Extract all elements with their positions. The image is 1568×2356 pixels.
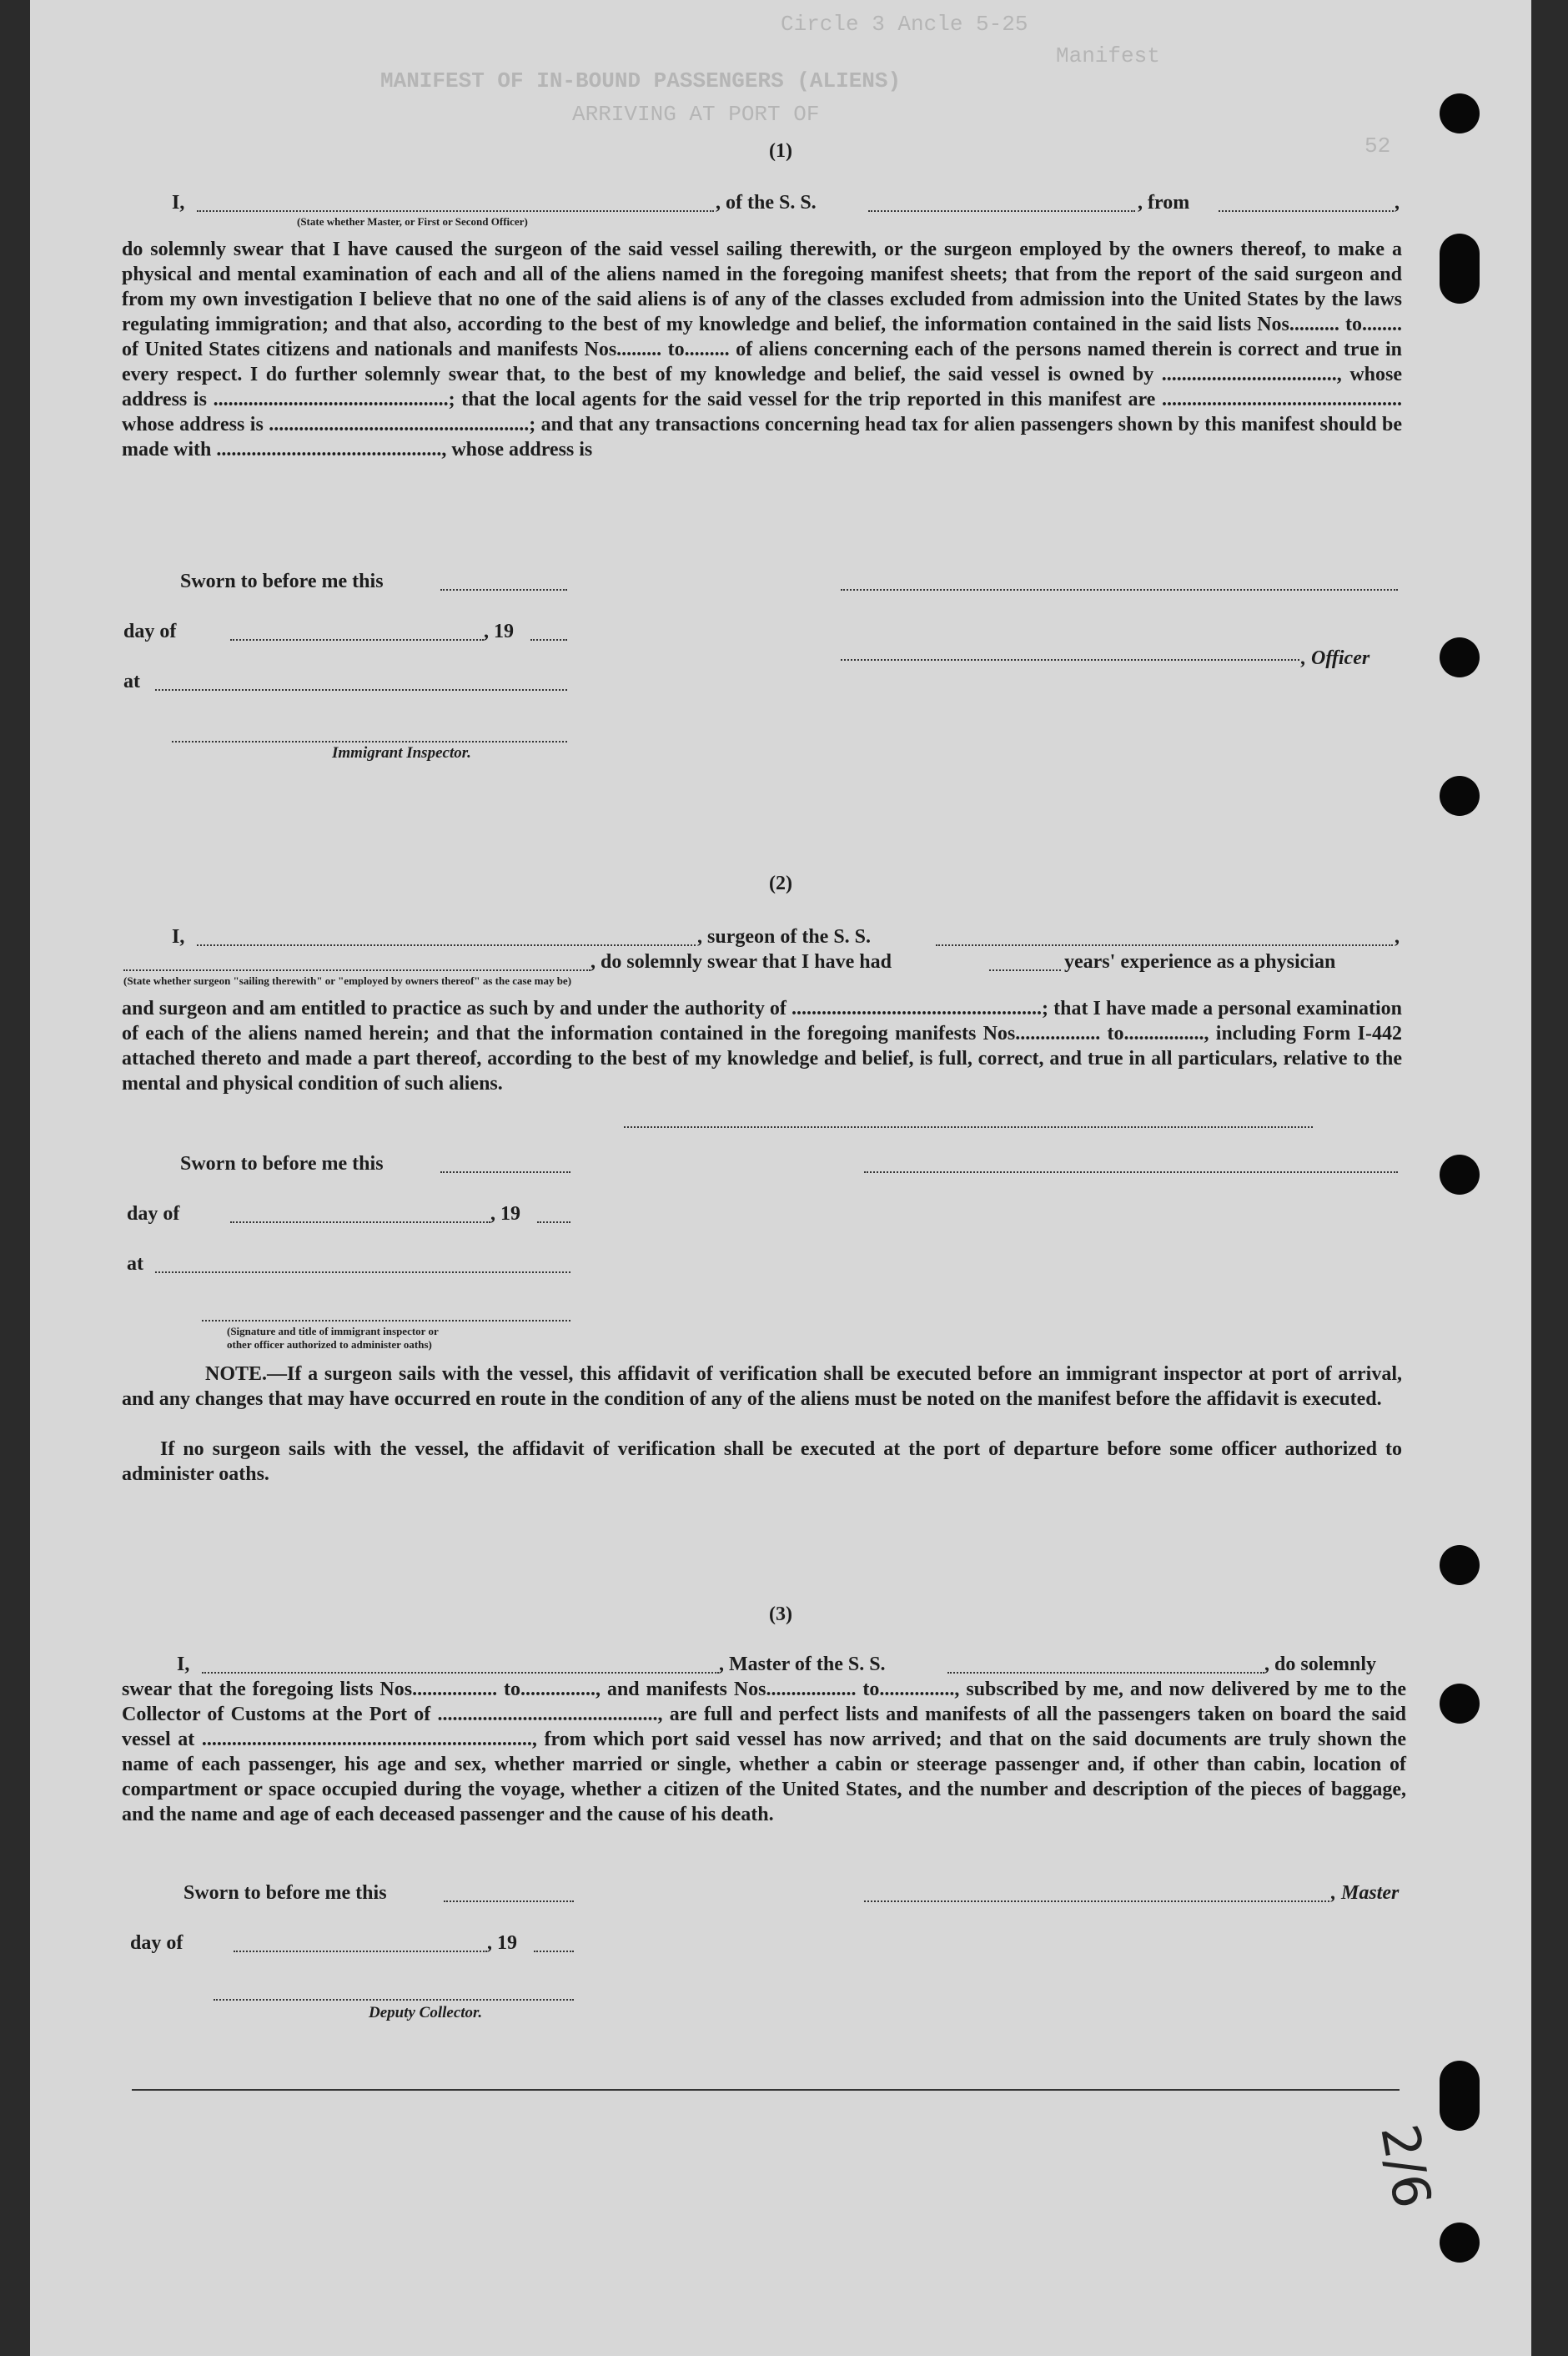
section-1-sworn-date-field[interactable] (440, 589, 567, 591)
handwritten-page-number: 2/6 (1369, 2120, 1444, 2213)
signature-note-2: other officer authorized to administer oaths) (227, 1338, 432, 1351)
immigrant-inspector-label: Immigrant Inspector. (332, 744, 471, 762)
section-3-line-1-start: I, (177, 1654, 190, 1675)
section-1-body: do solemnly swear that I have caused the surgeon of the said vessel sailing therewith, or the surgeon employed by the owners thereof, to make a physical and mental examination of each and all of the aliens named in the foregoing manifest sheets; that from the report of the said surgeon and from my own investigation I believe that no one of the said aliens is of any of the classes excluded from admission into the United States by the laws regulating immigration; and that also, according to the best of my knowledge and belief, the information contained in the said lists Nos.......... to........ of United States citizens and nationals and manifests Nos......... to......... of aliens concerning each of the persons named therein is correct and true in every respect. I do further solemnly swear that, to the best of my knowledge and belief, the said vessel is owned by ..................................., whose address is ...............................................; that the local agents for the said vessel for the trip reported in this manifest are ................................................ whose address is ....................................................; and that any transactions concerning head tax for alien passengers shown by this manifest should be made with ............................................., whose address is (122, 239, 1402, 461)
punch-hole (1440, 2223, 1480, 2263)
surgeon-signature-line[interactable] (864, 1171, 1398, 1173)
officer-signature-line-2[interactable] (841, 659, 1299, 661)
bleed-header-line-3: MANIFEST OF IN-BOUND PASSENGERS (ALIENS) (380, 68, 902, 93)
section-2-line-1-end: , (1395, 926, 1400, 948)
section-3-vessel-field[interactable] (947, 1672, 1264, 1674)
section-3-line-1-master: , Master of the S. S. (719, 1654, 886, 1675)
section-2-at-label: at (127, 1253, 143, 1275)
punch-hole (1440, 1545, 1480, 1585)
punch-hole (1440, 234, 1480, 304)
years-experience-field[interactable] (989, 969, 1061, 971)
manifest-page (30, 0, 1531, 2356)
section-3-sworn-date-field[interactable] (444, 1900, 574, 1902)
section-3-day-field[interactable] (234, 1951, 487, 1952)
note-2: If no surgeon sails with the vessel, the affidavit of verification shall be executed at the port of departure before some officer authorized to administer oaths. (122, 1438, 1402, 1485)
section-2-inspector-signature-line[interactable] (202, 1320, 570, 1321)
section-1-number: (1) (769, 140, 792, 162)
punch-hole (1440, 1155, 1480, 1195)
section-2-line-1-start: I, (172, 926, 185, 948)
officer-rank-note: (State whether Master, or First or Second Officer) (297, 215, 528, 228)
collector-signature-line[interactable] (214, 1999, 574, 2001)
punch-hole (1440, 1684, 1480, 1724)
punch-hole (1440, 637, 1480, 677)
section-1-year-field[interactable] (530, 639, 567, 641)
section-2-dashed-rule (624, 1126, 1313, 1128)
section-1-day-label: day of (123, 621, 177, 642)
inspector-signature-line[interactable] (172, 741, 567, 743)
section-2-number: (2) (769, 873, 792, 894)
officer-name-field[interactable] (197, 210, 714, 212)
section-2-year-label: , 19 (490, 1203, 520, 1225)
section-2-vessel-field[interactable] (936, 944, 1393, 946)
surgeon-name-field[interactable] (197, 944, 696, 946)
bleed-header-line-4: ARRIVING AT PORT OF (572, 102, 820, 127)
section-2-sworn-label: Sworn to before me this (180, 1153, 384, 1175)
bleed-header-line-5: 52 (1364, 133, 1391, 159)
section-3-line-1-end: , do solemnly (1264, 1654, 1377, 1675)
note-1: NOTE.—If a surgeon sails with the vessel, this affidavit of verification shall be executed before an immigrant inspector at port of arrival, and any changes that may have occurred en route in the condition of any of the aliens must be noted on the manifest before the affidavit is executed. (122, 1363, 1402, 1410)
section-1-line-1-of: , of the S. S. (716, 192, 817, 214)
section-2-day-label: day of (127, 1203, 180, 1225)
master-name-field[interactable] (202, 1672, 719, 1674)
departure-port-field[interactable] (1219, 210, 1394, 212)
section-2-body: and surgeon and am entitled to practice as such by and under the authority of ..................................................; that I have made a personal examination of each of the aliens named herein; and that the information contained in the foregoing manifests Nos................. to................, including Form I-442 attached thereto and made a part thereof, according to the best of my knowledge and belief, is full, correct, and true in all particulars, relative to the mental and physical condition of such aliens. (122, 998, 1402, 1095)
vessel-name-field[interactable] (868, 210, 1135, 212)
section-3-year-label: , 19 (487, 1932, 517, 1954)
officer-label: , Officer (1301, 647, 1370, 669)
section-1-line-1-start: I, (172, 192, 185, 214)
officer-signature-line-1[interactable] (841, 589, 1398, 591)
bleed-header-line-2: Manifest (1056, 43, 1160, 68)
section-1-day-field[interactable] (230, 639, 484, 641)
section-3-day-label: day of (130, 1932, 183, 1954)
section-1-line-1-end: , (1395, 192, 1400, 214)
section-1-line-1-from: , from (1138, 192, 1190, 214)
section-3-sworn-label: Sworn to before me this (183, 1882, 387, 1904)
master-signature-line[interactable] (864, 1900, 1329, 1902)
section-2-day-field[interactable] (230, 1221, 490, 1223)
section-3-body: swear that the foregoing lists Nos................. to..............., and manifests Nos.................. to..............., subscribed by me, and now delivered by me to the Collector of Customs at the Port of ............................................, are full and perfect lists and manifests of all the passengers taken on board the said vessel at .................................................................., from which port said vessel has now arrived; and that on the said documents are truly shown the name of each passenger, his age and sex, whether married or single, whether a cabin or steerage passenger and, if other than cabin, location of compartment or space occupied during the voyage, whether a citizen of the United States, and the number and description of the pieces of baggage, and the name and age of each deceased passenger and the cause of his death. (122, 1679, 1406, 1825)
signature-note-1: (Signature and title of immigrant inspector or (227, 1325, 439, 1337)
section-1-year-label: , 19 (484, 621, 514, 642)
punch-hole (1440, 2061, 1480, 2131)
section-2-line-1-surgeon: , surgeon of the S. S. (697, 926, 872, 948)
section-3-year-field[interactable] (534, 1951, 574, 1952)
section-2-year-field[interactable] (537, 1221, 570, 1223)
surgeon-status-field[interactable] (123, 969, 591, 971)
section-2-at-field[interactable] (155, 1271, 570, 1273)
surgeon-status-note: (State whether surgeon "sailing therewith" or "employed by owners thereof" as the case may be) (123, 974, 572, 987)
section-2-line-2-years: years' experience as a physician (1064, 951, 1336, 973)
section-2-line-2-sworn: , do solemnly swear that I have had (591, 951, 892, 973)
bottom-rule (132, 2089, 1400, 2091)
section-3-number: (3) (769, 1603, 792, 1625)
deputy-collector-label: Deputy Collector. (369, 2004, 483, 2021)
punch-hole (1440, 93, 1480, 133)
section-1-at-field[interactable] (155, 689, 567, 691)
section-1-at-label: at (123, 671, 140, 692)
section-1-sworn-label: Sworn to before me this (180, 571, 384, 592)
master-label: , Master (1331, 1882, 1400, 1904)
punch-hole (1440, 776, 1480, 816)
section-2-sworn-date-field[interactable] (440, 1171, 570, 1173)
bleed-header-line-1: Circle 3 Ancle 5-25 (781, 12, 1028, 37)
